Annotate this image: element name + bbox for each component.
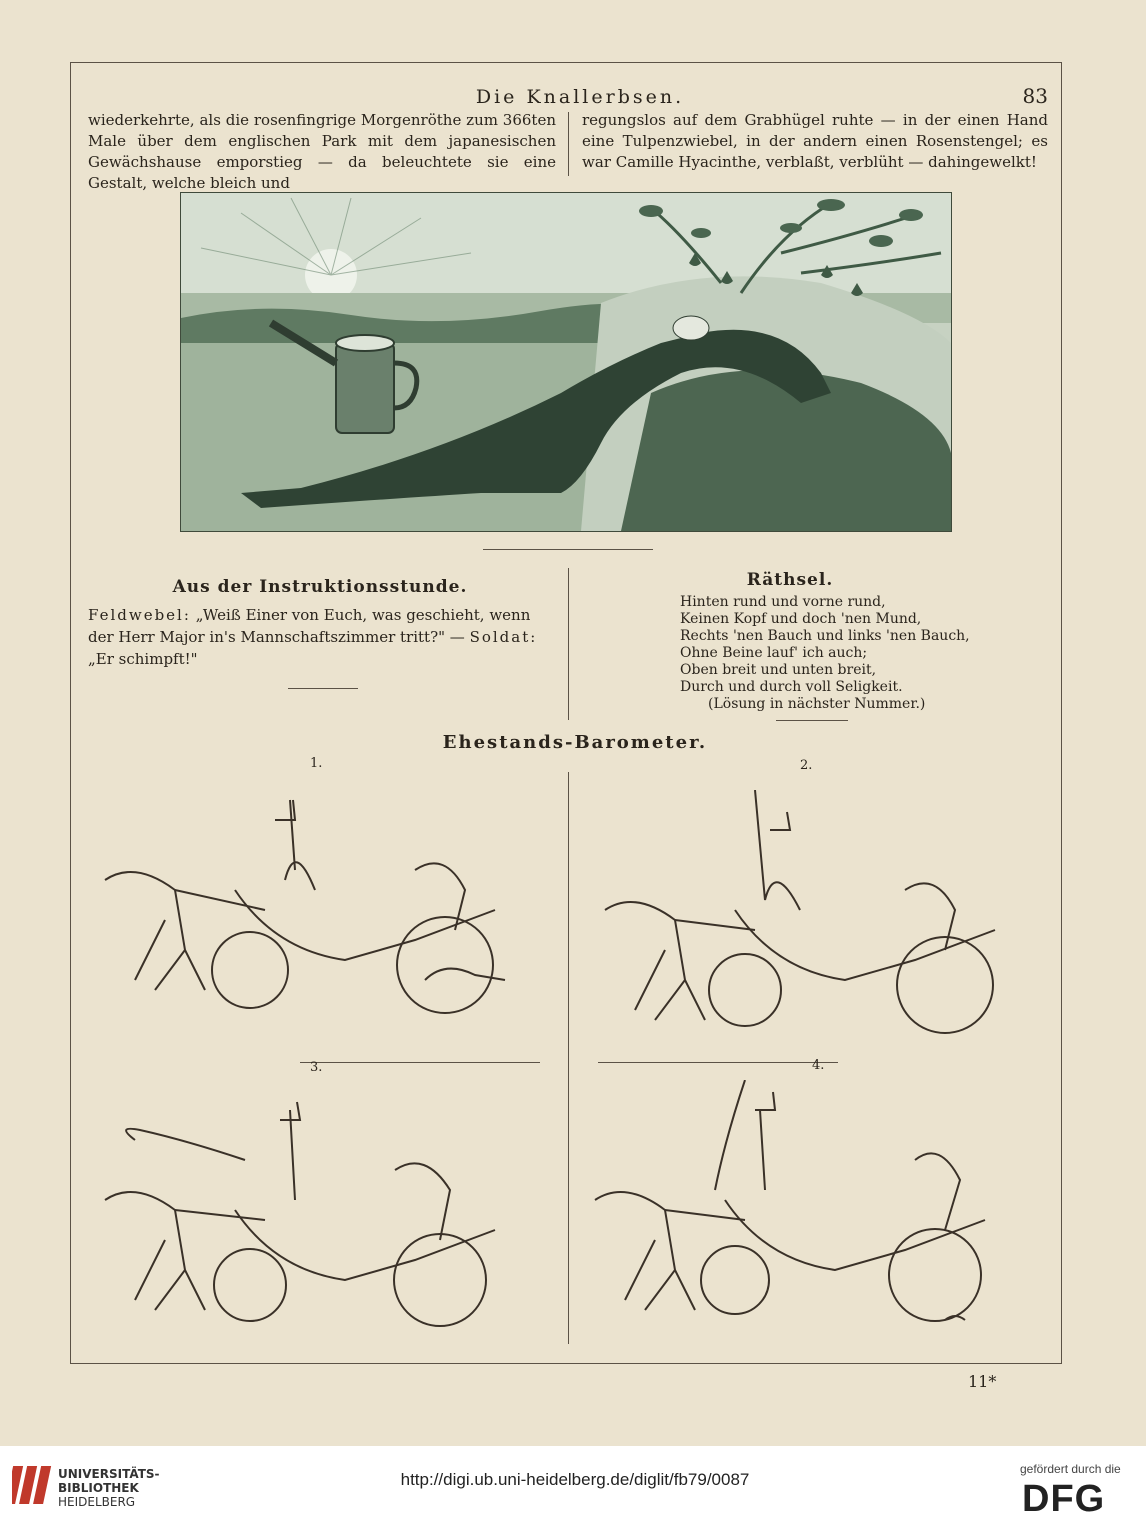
section-rule-small — [288, 688, 358, 689]
column-divider — [568, 112, 569, 176]
panel-divider-horizontal — [598, 1062, 838, 1063]
speaker-feldwebel: Feldwebel: — [88, 606, 191, 624]
instruction-title: Aus der Instruktionsstunde. — [172, 577, 468, 597]
page-number: 83 — [1022, 84, 1048, 108]
running-title: Die Knallerbsen. — [475, 86, 685, 108]
riddle-line: Keinen Kopf und doch 'nen Mund, — [680, 611, 922, 627]
instruction-dialogue — [88, 604, 556, 670]
library-name — [58, 1467, 160, 1509]
riddle-line: Oben breit und unten breit, — [680, 662, 877, 678]
panel-number-4: 4. — [812, 1058, 825, 1073]
carriage-drawing-1 — [95, 780, 515, 1040]
carriage-drawing-2 — [595, 790, 1015, 1040]
funding-caption: gefördert durch die — [1020, 1462, 1121, 1476]
riddle-poem — [680, 594, 970, 713]
panel-number-1: 1. — [310, 756, 323, 771]
panel-divider-vertical — [568, 772, 569, 1344]
riddle-line: Hinten rund und vorne rund, — [680, 594, 886, 610]
library-name-line: BIBLIOTHEK — [58, 1481, 139, 1495]
carriage-drawing-4 — [585, 1080, 1005, 1340]
column-divider-lower — [568, 568, 569, 720]
dfg-logo: DFG — [1022, 1478, 1106, 1520]
riddle-title: Räthsel. — [746, 570, 834, 590]
dialogue-line-2: „Er schimpft!" — [88, 650, 198, 668]
library-name-line: HEIDELBERG — [58, 1495, 136, 1509]
panel-number-2: 2. — [800, 758, 813, 773]
panel-divider-horizontal — [300, 1062, 540, 1063]
carriage-drawing-3 — [95, 1090, 515, 1330]
library-logo-icon — [12, 1462, 54, 1508]
signature-mark: 11* — [968, 1372, 997, 1391]
section-rule — [483, 549, 653, 550]
story-left-column: wiederkehrte, als die rosenfingrige Morgenröthe zum 366ten Male über dem englischen Park mit dem japanesischen Gewächshause emporstieg — da beleuchtete sie eine Gestalt, welche bleich und — [88, 111, 556, 192]
panel-number-3: 3. — [310, 1060, 323, 1075]
library-name-line: UNIVERSITÄTS- — [58, 1467, 160, 1481]
riddle-line: Rechts 'nen Bauch und links 'nen Bauch, — [680, 628, 970, 644]
riddle-line: Durch und durch voll Seligkeit. — [680, 679, 903, 695]
dialogue-line-1: „Weiß Einer von Euch, was geschieht, wenn der Herr Major in's Mannschaftszimmer tritt?" — — [88, 606, 531, 646]
section-rule-small — [776, 720, 848, 721]
riddle-line: Ohne Beine lauf' ich auch; — [680, 645, 868, 661]
grave-mound-engraving — [180, 192, 952, 532]
story-right-column: regungslos auf dem Grabhügel ruhte — in der einen Hand eine Tulpenzwiebel, in der andern einen Rosenstengel; es war Camille Hyacinthe, verblaßt, verblüht — dahingewelkt! — [582, 111, 1048, 171]
permalink[interactable]: http://digi.ub.uni-heidelberg.de/diglit/fb79/0087 — [400, 1470, 750, 1489]
barometer-title: Ehestands-Barometer. — [442, 732, 708, 753]
speaker-soldat: Soldat: — [469, 628, 538, 646]
riddle-solution: (Lösung in nächster Nummer.) — [708, 696, 926, 712]
